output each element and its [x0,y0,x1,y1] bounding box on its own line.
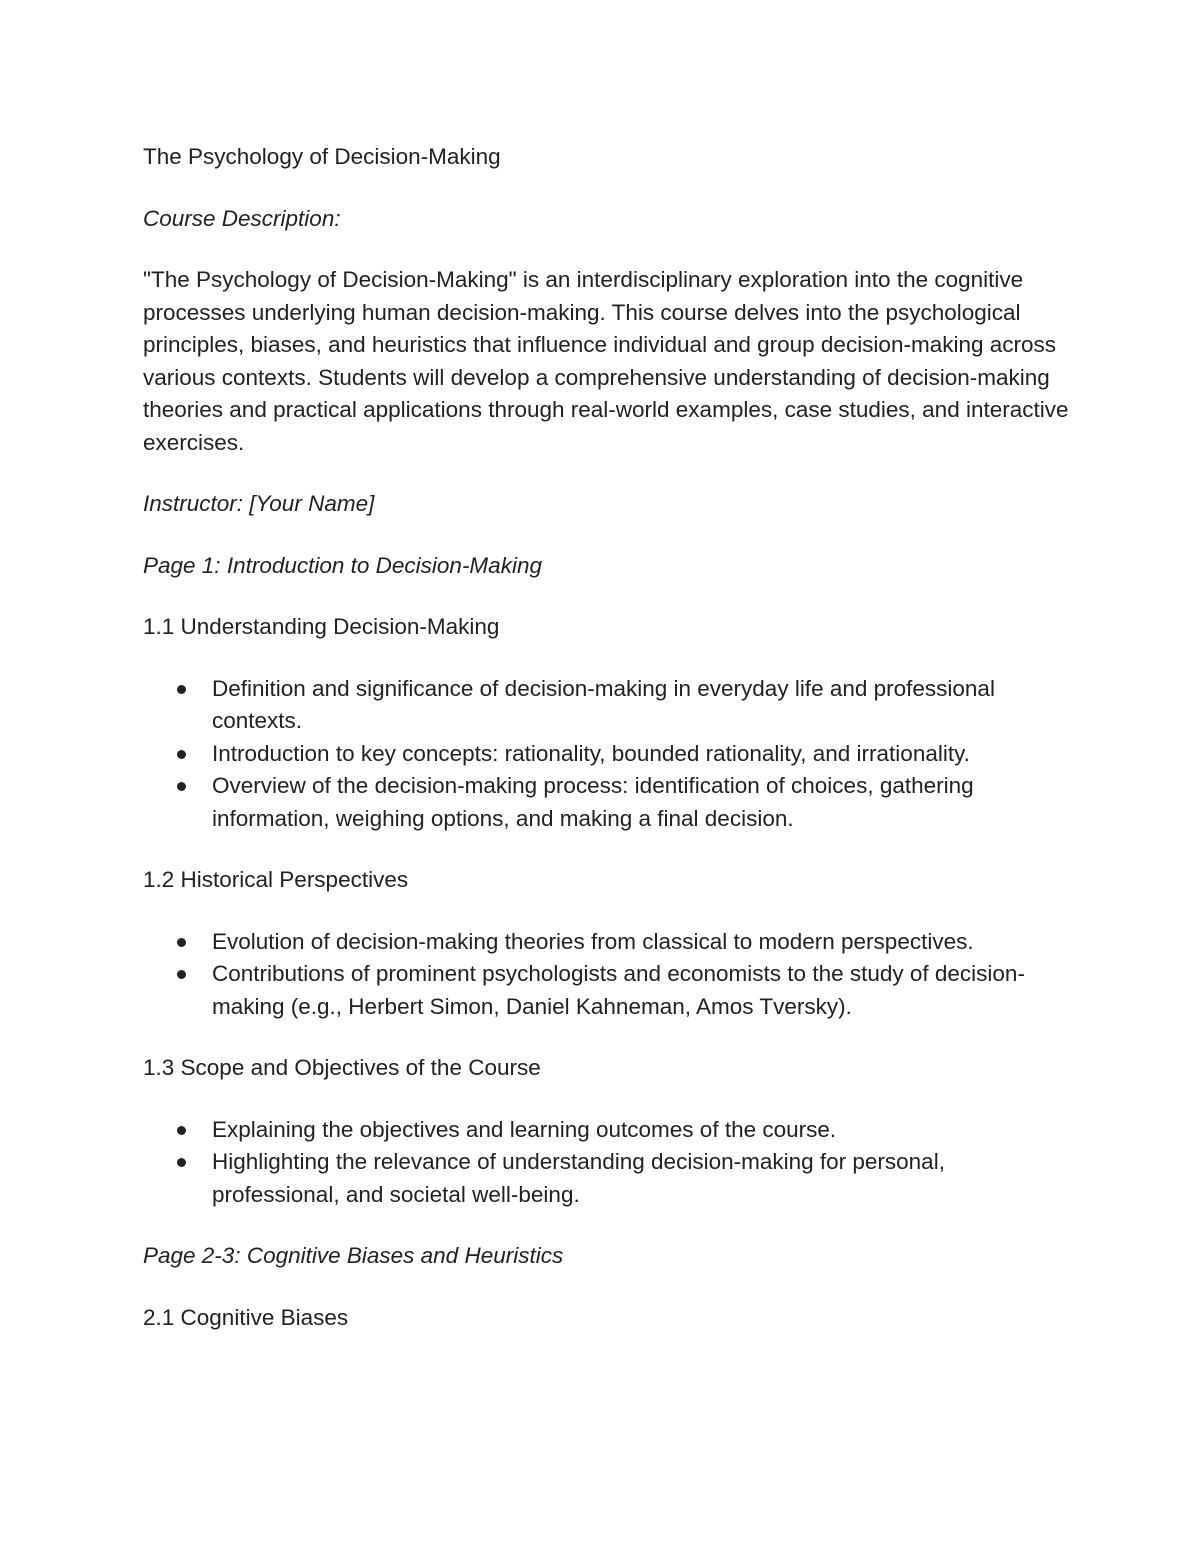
bullet-icon [177,1158,186,1167]
list-item: Definition and significance of decision-making in everyday life and professional contexts. [143,673,1073,738]
course-description-paragraph: "The Psychology of Decision-Making" is an interdisciplinary exploration into the cognitive processes underlying human decision-making. This course delves into the psychological principles, biases, and heuristics that influence individual and group decision-making across various contexts. Students will develop a comprehensive understanding of decision-making theories and practical applications through real-world examples, case studies, and interactive exercises. [143,267,1069,455]
section-1-1-heading: 1.1 Understanding Decision-Making [143,614,500,639]
section-1-3-list [143,1114,1073,1212]
list-item: Overview of the decision-making process: identification of choices, gathering information, weighing options, and making a final decision. [143,770,1073,835]
document-title: The Psychology of Decision-Making [143,144,501,169]
page1-heading: Page 1: Introduction to Decision-Making [143,552,542,578]
section-1-2-list [143,926,1073,1024]
list-item: Introduction to key concepts: rationality, bounded rationality, and irrationality. [143,738,1073,771]
list-item: Highlighting the relevance of understanding decision-making for personal, professional, and societal well-being. [143,1146,1073,1211]
section-1-1-list [143,673,1073,836]
section-1-3-heading: 1.3 Scope and Objectives of the Course [143,1055,541,1080]
section-1-2-heading: 1.2 Historical Perspectives [143,867,409,892]
bullet-icon [177,1126,186,1135]
bullet-icon [177,970,186,979]
document-page [143,141,1073,1334]
page2-heading: Page 2-3: Cognitive Biases and Heuristics [143,1243,564,1268]
instructor-line: Instructor: [Your Name] [143,491,375,516]
bullet-icon [177,750,186,759]
bullet-icon [177,782,186,791]
section-2-1-heading: 2.1 Cognitive Biases [143,1304,349,1330]
bullet-icon [177,685,186,694]
bullet-icon [177,938,186,947]
list-item: Evolution of decision-making theories from classical to modern perspectives. [143,926,1073,959]
list-item: Contributions of prominent psychologists and economists to the study of decision-making (e.g., Herbert Simon, Daniel Kahneman, Amos Tversky). [143,958,1073,1023]
list-item: Explaining the objectives and learning outcomes of the course. [143,1114,1073,1147]
course-description-label: Course Description: [143,205,341,231]
